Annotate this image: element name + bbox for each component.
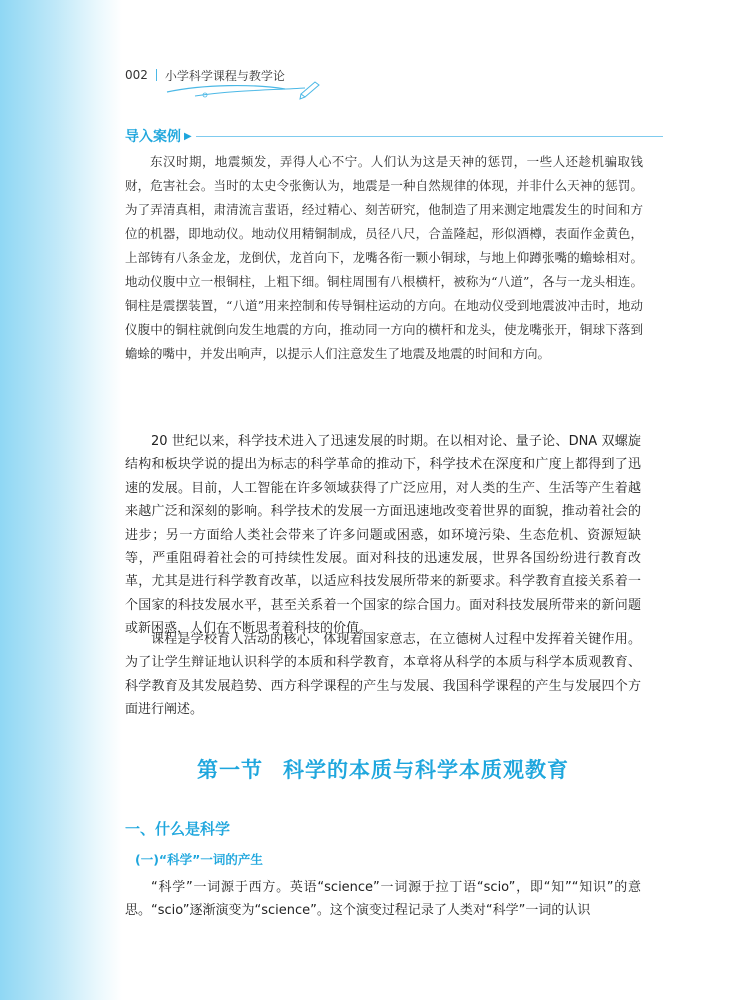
case-heading [125, 126, 663, 146]
body-paragraph-2: 课程是学校育人活动的核心，体现着国家意志，在立德树人过程中发挥着关键作用。为了让学生辩证地认识科学的本质和科学教育，本章将从科学的本质与科学本质观教育、科学教育及其发展趋势、西方科学课程的产生与发展、我国科学课程的产生与发展四个方面进行阐述。 [125, 632, 641, 718]
decorative-side-strip [0, 0, 122, 1000]
page-number: 002 [125, 68, 148, 82]
sub-subsection-heading: (一)“科学”一词的产生 [135, 852, 263, 867]
body-paragraph-3: “科学”一词源于西方。英语“science”一词源于拉丁语“scio”，即“知”“知识”的意思。“scio”逐渐演变为“science”。这个演变过程记录了人类对“科学”一词的认识 [125, 880, 641, 919]
pencil-swoosh-icon [165, 80, 325, 104]
case-title: 导入案例 [125, 129, 181, 145]
section-title [125, 754, 641, 784]
header-divider [156, 69, 157, 81]
body-paragraph-1: 20 世纪以来，科学技术进入了迅速发展的时期。在以相对论、量子论、DNA 双螺旋结构和板块学说的提出为标志的科学革命的推动下，科学技术在深度和广度上都得到了迅速的发展。目前，人工智能在许多领域获得了广泛应用，对人类的生产、生活等产生着越来越广泛和深刻的影响。科学技术的发展一方面迅速地改变着世界的面貌，推动着社会的进步；另一方面给人类社会带来了许多问题或困惑，如环境污染、生态危机、资源短缺等，严重阻碍着社会的可持续性发展。面对科技的迅速发展，世界各国纷纷进行教育改革，尤其是进行科学教育改革，以适应科技发展所带来的新要求。科学教育直接关系着一个国家的科技发展水平，甚至关系着一个国家的综合国力。面对科技发展所带来的新问题或新困惑，人们在不断思考着科技的价值。 [125, 434, 641, 637]
subsection-heading: 一、什么是科学 [125, 820, 231, 838]
section-name: 科学的本质与科学本质观教育 [283, 757, 569, 782]
case-text: 东汉时期，地震频发，弄得人心不宁。人们认为这是天神的惩罚，一些人还趁机骗取钱财，危害社会。当时的太史令张衡认为，地震是一种自然规律的体现，并非什么天神的惩罚。为了弄清真相，肃清流言蜚语，经过精心、刻苦研究，他制造了用来测定地震发生的时间和方位的机器，即地动仪。地动仪用精铜制成，员径八尺，合盖隆起，形似酒樽，表面作金黄色，上部铸有八条金龙，龙倒伏，龙首向下，龙嘴各衔一颗小铜球，与地上仰蹲张嘴的蟾蜍相对。地动仪腹中立一根铜柱，上粗下细。铜柱周围有八根横杆，被称为“八道”，各与一龙头相连。铜柱是震摆装置，“八道”用来控制和传导铜柱运动的方向。在地动仪受到地震波冲击时，地动仪腹中的铜柱就倒向发生地震的方向，推动同一方向的横杆和龙头，使龙嘴张开，铜球下落到蟾蜍的嘴中，并发出响声，以提示人们注意发生了地震及地震的时间和方向。 [125, 154, 643, 361]
case-heading-rule [196, 136, 663, 137]
book-title: 小学科学课程与教学论 [164, 68, 285, 83]
triangle-right-icon: ▶ [184, 130, 192, 142]
section-number: 第一节 [197, 757, 263, 782]
